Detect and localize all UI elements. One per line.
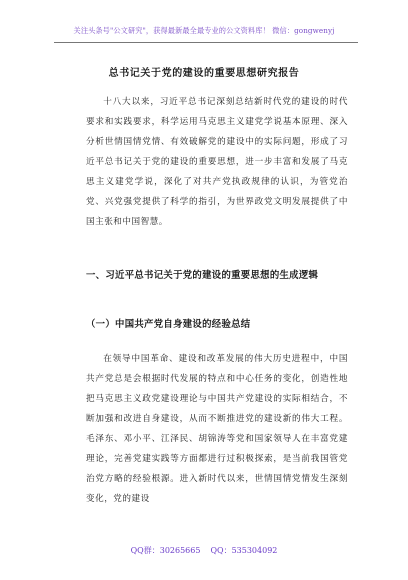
intro-paragraph: 十八大以来，习近平总书记深刻总结新时代党的建设的时代要求和实践要求，科学运用马克思主义建党学说基本原理、深入分析世情国情党情、有效破解党的建设中的实际问题，形成了习近平总书记关于党的建设的重要思想，进一步丰富和发展了马克思主义建党学说，深化了对共产党执政规律的认识，为管党治党、兴党强党提供了科学的指引，为世界政党文明发展提供了中国主张和中国智慧。 [86,97,348,227]
subsection-paragraph-1: 在领导中国革命、建设和改革发展的伟大历史进程中，中国共产党总是会根据时代发展的特点和中心任务的变化，创造性地把马克思主义政党建设理论与中国共产党建设的实际相结合，不断加强和改进自身建设，从而不断推进党的建设新的伟大工程。毛泽东、邓小平、江泽民、胡锦涛等党和国家领导人在丰富党建理论，完善党建实践等方面都进行过积极探索，是当前我国管党治党方略的经验根源。进入新时代以来，世情国情党情发生深刻变化，党的建设 [86,354,348,504]
footer-qq-number: QQ：535304092 [210,546,278,555]
subsection-heading-1: （一）中国共产党自身建设的经验总结 [86,319,251,330]
header-divider [54,42,358,43]
footer-qq-group: QQ群：30265665 [130,546,201,555]
section-heading-1: 一、习近平总书记关于党的建设的重要思想的生成逻辑 [86,270,319,281]
document-title: 总书记关于党的建设的重要思想研究报告 [108,68,300,79]
header-promo-note: 关注头条号"公文研究"，获得最新最全最专业的公文资料库！ 微信：gongwenyj [73,26,335,35]
footer-contact [0,545,408,556]
